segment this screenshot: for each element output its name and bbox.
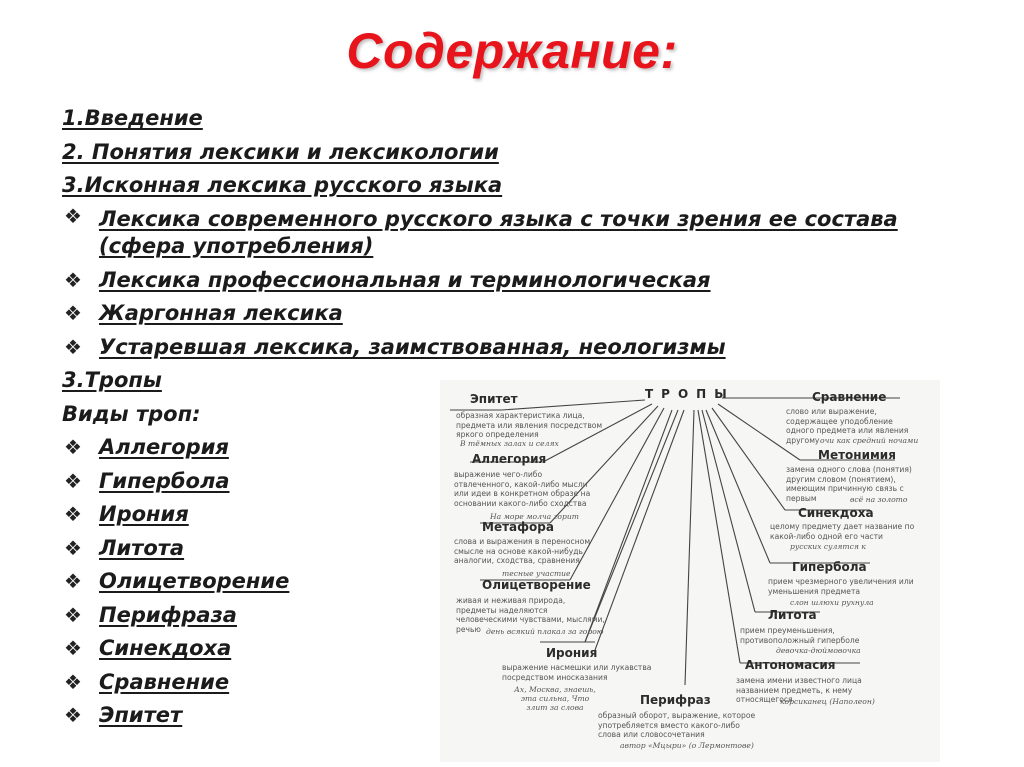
trope-example: день всякий плакал за горою	[486, 627, 604, 636]
trope-heading: Метафора	[482, 520, 554, 534]
trope-heading: Метонимия	[818, 448, 896, 462]
bullet-icon: ❖	[64, 703, 82, 727]
bullet-icon: ❖	[64, 468, 82, 493]
trope-example: В тёмных залах и селях	[460, 439, 559, 448]
trope-example: всё на золото	[850, 495, 908, 504]
trope-description: слово или выражение, содержащее уподобление одного предмета или явления другому	[786, 407, 909, 445]
bullet-icon: ❖	[64, 435, 82, 459]
trope-example: корсиканец (Наполеон)	[780, 697, 875, 706]
list-item: 2. Понятия лексики и лексикологии	[62, 139, 499, 164]
bullet-icon: ❖	[64, 334, 82, 359]
list-item: ❖ Синекдоха	[62, 632, 929, 666]
trope-example: девочка-дюймовочка	[776, 646, 861, 655]
trope-heading: Ирония	[546, 646, 598, 660]
trope-heading: Антономасия	[745, 658, 836, 672]
list-item: 1.Введение	[62, 106, 203, 130]
trope-heading: Олицетворение	[482, 578, 591, 592]
trope-heading: Литота	[768, 608, 817, 622]
list-item: ❖ Ирония	[62, 498, 929, 532]
list-item: ❖ Литота	[62, 532, 929, 566]
list-item: 3.Тропы	[62, 368, 162, 392]
bullet-icon: ❖	[64, 636, 82, 660]
list-item: ❖ Жаргонная лексика	[62, 297, 929, 331]
list-item: ❖ Олицетворение	[62, 565, 929, 599]
list-item: ❖ Лексика профессиональная и терминологическая	[62, 264, 929, 298]
bullet-icon: ❖	[64, 602, 82, 627]
bullet-icon: ❖	[64, 267, 82, 292]
connector-line	[685, 410, 694, 685]
trope-description: образная характеристика лица, предмета или явления посредством яркого определения	[456, 411, 603, 440]
connector-line	[702, 410, 755, 612]
trope-description: прием чрезмерного увеличения или уменьшения предмета	[768, 577, 914, 596]
connector-line	[712, 408, 785, 510]
trope-example: русских сулятся к	[790, 542, 866, 551]
bullet-icon: ❖	[64, 502, 82, 526]
list-item: ❖ Аллегория	[62, 431, 929, 465]
list-item: Виды троп:	[62, 401, 201, 426]
list-item: ❖ Эпитет	[62, 699, 929, 733]
list-item: ❖ Лексика современного русского языка с точки зрения ее состава (сфера употребления)	[64, 203, 898, 258]
connector-line	[595, 410, 684, 650]
list-item: ❖ Устаревшая лексика, заимствованная, неологизмы	[62, 331, 929, 365]
tropes-diagram	[440, 380, 940, 762]
trope-example: очи как средний ночами	[820, 436, 919, 445]
trope-heading: Эпитет	[470, 392, 518, 406]
trope-example: автор «Мцыри» (о Лермонтове)	[620, 741, 754, 750]
connector-line	[502, 400, 645, 410]
trope-description: прием преуменьшения, противоположный гиперболе	[740, 626, 860, 645]
diagram-root-label: ТРОПЫ	[645, 387, 735, 401]
bullet-icon: ❖	[64, 535, 82, 560]
trope-description: слова и выражения в переносном смысле на основе какой-нибудь аналогии, сходства, сравнения	[454, 537, 591, 566]
trope-description: образный оборот, выражение, которое употребляется вместо какого-либо слова или словосочетания	[598, 711, 756, 740]
trope-description: целому предмету дает название по какой-либо одной его части	[770, 522, 915, 541]
trope-description: выражение чего-либо отвлеченного, какой-либо мысли или идеи в конкретном образе на основании какого-либо сходства	[454, 470, 591, 508]
bullet-icon: ❖	[64, 569, 82, 593]
list-item: ❖ Гипербола	[62, 465, 929, 499]
trope-description: выражение насмешки или лукавства посредством иносказания	[502, 663, 652, 682]
page-title: Содержание:	[346, 23, 678, 79]
trope-description: замена одного слова (понятия) другим словом (понятием), имеющим причинную связь с первым	[786, 465, 912, 503]
list-item: 3.Исконная лексика русского языка	[62, 173, 503, 197]
trope-example: Ах, Москва, знаешь, эта сильна, Что злит за слова	[514, 685, 596, 712]
list-item: ❖ Перифраза	[62, 599, 929, 633]
connector-line	[698, 410, 740, 663]
trope-example: тесные участие	[502, 569, 571, 578]
trope-example: слон шлюхи рухнула	[790, 598, 874, 607]
trope-heading: Сравнение	[812, 390, 887, 404]
trope-heading: Гипербола	[792, 560, 867, 574]
trope-description: живая и неживая природа, предметы наделяются человеческими чувствами, мыслями, речью	[456, 596, 605, 634]
list-item: ❖ Сравнение	[62, 666, 929, 700]
trope-example: На море молча горит	[490, 512, 579, 521]
bullet-icon: ❖	[64, 203, 82, 228]
trope-heading: Перифраз	[640, 693, 711, 707]
trope-description: замена имени известного лица названием предметь, к нему относящегося	[736, 676, 862, 705]
trope-heading: Аллегория	[472, 452, 547, 466]
bullet-icon: ❖	[64, 669, 82, 694]
trope-heading: Синекдоха	[798, 506, 874, 520]
bullet-icon: ❖	[64, 301, 82, 325]
